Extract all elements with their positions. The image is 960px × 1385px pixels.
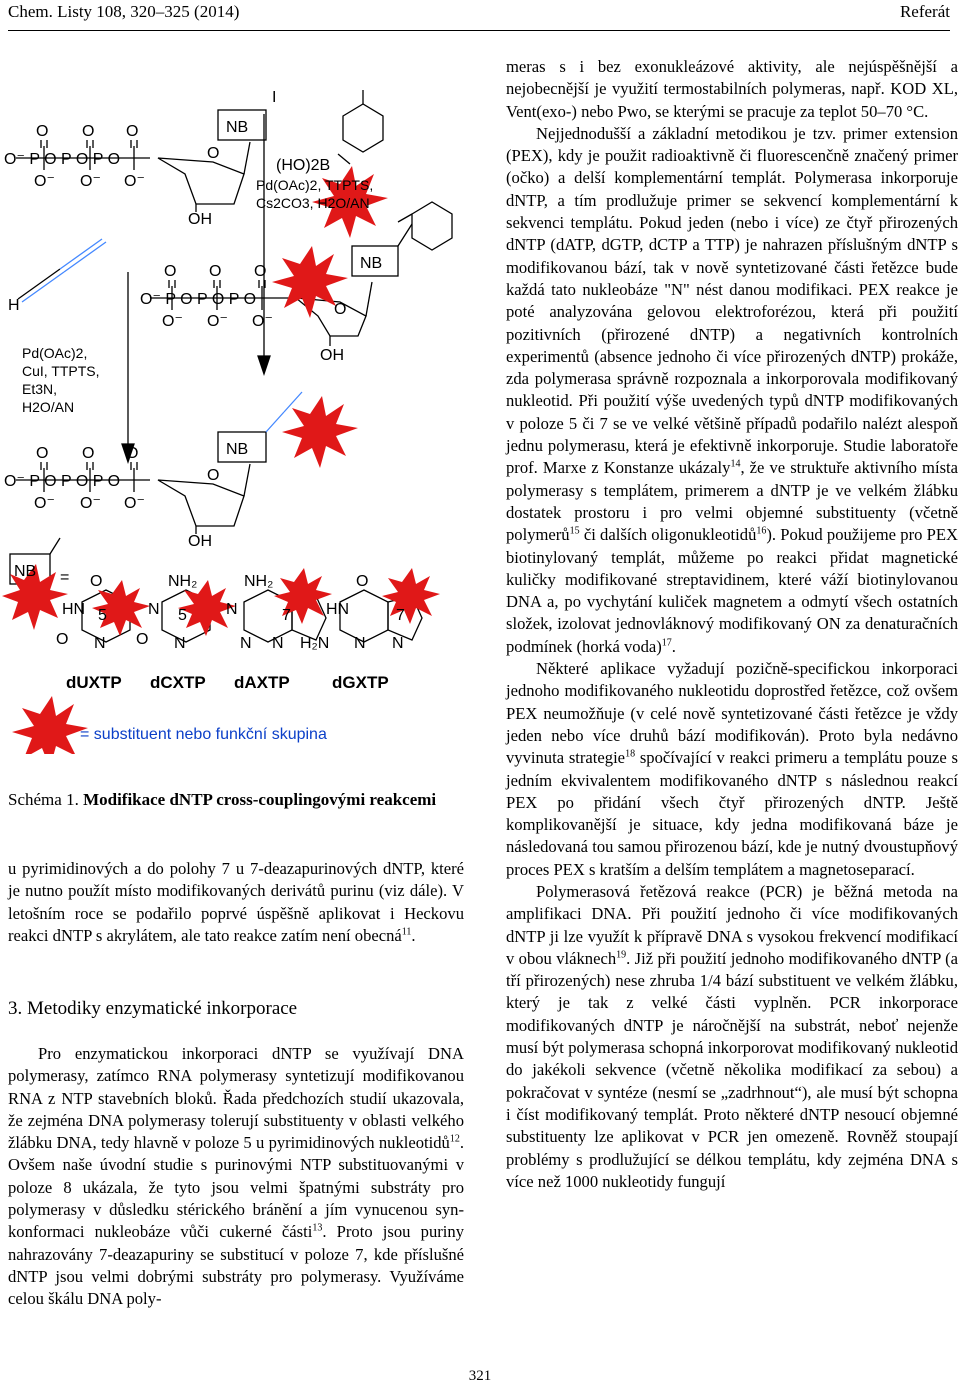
svg-text:OH: OH — [320, 347, 344, 364]
left-column-bottom — [8, 1043, 464, 1311]
svg-text:OH: OH — [188, 211, 212, 228]
text-run: Polymerasová řetězová reakce (PCR) je běžná metoda na amplifikaci DNA. Při použití jednoho či více modifikovaných dNTP ji lze využít k přípravě DNA s vysokou frekvencí modifikací v obou vláknech — [506, 881, 958, 968]
paragraph — [506, 123, 958, 658]
nb-label-bottom: NB — [226, 441, 249, 458]
svg-text:O: O — [36, 123, 49, 140]
svg-text:N: N — [272, 635, 284, 652]
svg-text:O⁻: O⁻ — [124, 173, 145, 190]
text-run: ). Pokud použijeme pro PEX biotinylovaný templát, můžeme po reakci přidat magnetické kuličky modifikované streptavidinem, které váží biotinylovanou DNA a, po vychytání kuliček magnetem a odmytí všech ostatních složek, izolovat jednovláknový modifikovaný ON za denaturačních podmínek (horká voda) — [506, 525, 958, 656]
svg-text:O: O — [356, 573, 369, 590]
svg-text:HN: HN — [62, 601, 86, 618]
text-run: , že ve struktuře aktivního místa polymerasy s templátem, primerem a dNTP je ve velkém žlábku dostatek prostoru i pro velmi objemné substituenty (včetně polymerů — [506, 458, 958, 545]
text-run: Některé aplikace vyžadují pozičně-specifickou inkorporaci jednoho modifikovaného nukleotidu doprostřed řetězce, což ovšem PEX neumožňuje (v celé nově syntetizované části řetězce je vždy jeden nebo více druhů bází modifikován). Proto byla nedávno vyvinuta strategie — [506, 659, 958, 768]
svg-text:5: 5 — [98, 607, 107, 624]
header-rule — [8, 30, 950, 31]
svg-text:NH₂: NH₂ — [168, 573, 198, 590]
text-run: . Již při použití jednoho modifikovaného dNTP (a tří přirozených) nese zhruba 1/4 bází substituent ve velkém žlábku, který je tak z velké části vyplněn. PCR inkorporace modifikovaných dNTP je náročnější na substrát, neboť nejenže musí být polymerasa schopná inkorporovat modifikovaný nukleotid do jakékoli sekvence (včetně několika modifikací za sebou) a pokračovat v syntéze (nesmí se „zadrhnout“), ale musí být schopna i číst modifikovaný templát. Proto některé dNTP nesoucí objemné substituenty lze aplikovat v PCR jen omezeně. Rovněž stoupají problémy s prodlužující se délkou templátu, kdy zejména DNA s více než 1000 nukleotidy fungují — [506, 948, 958, 1191]
ref-11: 11 — [401, 926, 412, 938]
reagent-top-2: Cs2CO3, H2O/AN — [256, 195, 370, 211]
caption-title: Modifikace dNTP cross-couplingovými reakcemi — [83, 790, 437, 809]
svg-text:O: O — [164, 263, 177, 280]
svg-text:N: N — [226, 601, 238, 618]
reagent-left-3: Et3N, — [22, 381, 58, 397]
svg-text:N: N — [148, 601, 160, 618]
reagent-left-4: H2O/AN — [22, 399, 75, 415]
svg-text:O: O — [207, 467, 220, 484]
journal-header: Chem. Listy 108, 320–325 (2014) — [8, 2, 240, 21]
reagent-left-2: CuI, TTPTS, — [22, 363, 100, 379]
text-run: Pro enzymatickou inkorporaci dNTP se využívají DNA polymerasy, zatímco RNA polymerasy syntetizují modifikovanou RNA z NTP stavebních bloků. Řada předchozích studií ukazovala, že zejména DNA polymerasy tolerují substituenty v oblasti velkého žlábku DNA, tedy hlavně v poloze 5 u pyrimidinových nukleotidů — [8, 1044, 464, 1153]
svg-text:H₂N: H₂N — [300, 635, 330, 652]
svg-text:N: N — [94, 635, 106, 652]
svg-text:7: 7 — [396, 607, 405, 624]
paragraph — [506, 658, 958, 881]
svg-text:O⁻ P O P O P O: O⁻ P O P O P O — [140, 291, 257, 308]
svg-text:5: 5 — [178, 607, 187, 624]
svg-text:O: O — [56, 631, 69, 648]
svg-text:OH: OH — [188, 533, 212, 550]
boronic-label: (HO)2B — [276, 157, 331, 174]
svg-text:O: O — [82, 123, 95, 140]
svg-text:N: N — [174, 635, 186, 652]
reference-mark: 17 — [661, 637, 672, 649]
text-run: Nejjednodušší a základní metodikou je tzv. primer extension (PEX), kdy je použit radioaktivně či fluorescenčně značený primer (očko) a delší komplementární templát. Polymerasa inkorporuje dNTP, a tím prodlužuje primer se sekvencí komplementární k sekvenci templátu. Pokud jeden (nebo i více) ze čtyř přirozených dNTP (dATP, dGTP, dCTP a TTP) je nahrazen příslušným dNTP s modifikovanou bází, tak v nově syntetizované části řetězce bude každá tato nukleobáze "N" nést danou modifikaci. PEX reakce je poté analyzována gelovou elektroforézou, která při použití pozitivních (přirozené dNTP) a negativních kontrolních experimentů (absence jednoho či více přirozených dNTP) prokáže, zda polymerasa správně rozpoznala a inkorporovala modifikovaný nukleotid. Při použití výše uvedených typů dNTP modifikovaných v poloze 5 či 7 se ve velké většině případů podařilo nalézt alespoň jednu polymerasu, která je efektivně inkorporuje. Studie laboratoře prof. Marxe z Konstanze ukázaly — [506, 123, 958, 478]
svg-text:O: O — [90, 573, 103, 590]
text-run: spočívající v reakci primeru a templátu pouze s jedním ekvivalentem modifikovaného dNTP s následnou reakcí PEX po přidání všech čtyř přirozených dNTP. Ještě komplikovanější je situace, kdy jedna modifikovaná báze je následovaná tou samou přirozenou bází, kde je nutný dvoustupňový proces PEX s kratším a delším templátem a magnetoseparací. — [506, 748, 958, 879]
scheme-caption — [8, 790, 468, 810]
svg-text:O⁻: O⁻ — [207, 313, 228, 330]
svg-text:O⁻: O⁻ — [34, 173, 55, 190]
nb-label-mid: NB — [360, 255, 383, 272]
text-run: či dalších oligonukleotidů — [579, 525, 757, 545]
reference-mark: 16 — [756, 525, 767, 537]
label-dUXTP: dUXTP — [66, 673, 122, 692]
svg-text:O⁻: O⁻ — [80, 495, 101, 512]
label-dGXTP: dGXTP — [332, 673, 389, 692]
caption-prefix: Schéma 1. — [8, 790, 79, 809]
label-dCXTP: dCXTP — [150, 673, 206, 692]
iodo-label: I — [272, 89, 277, 106]
nb-label-top: NB — [226, 119, 249, 136]
svg-text:O: O — [334, 301, 347, 318]
svg-text:O: O — [209, 263, 222, 280]
svg-text:7: 7 — [282, 607, 291, 624]
svg-text:O: O — [36, 445, 49, 462]
reference-mark: 14 — [730, 458, 741, 470]
paragraph — [506, 881, 958, 1193]
svg-text:=: = — [60, 569, 70, 586]
svg-text:O: O — [82, 445, 95, 462]
svg-text:O⁻: O⁻ — [80, 173, 101, 190]
svg-text:O: O — [136, 631, 149, 648]
svg-text:O⁻: O⁻ — [162, 313, 183, 330]
svg-text:O: O — [126, 123, 139, 140]
reference-mark: 15 — [569, 525, 580, 537]
svg-text:H: H — [8, 297, 20, 314]
reference-mark: 19 — [616, 949, 627, 961]
svg-text:O: O — [254, 263, 267, 280]
section-header: Referát — [899, 2, 950, 21]
legend-text: = substituent nebo funkční skupina — [80, 726, 327, 743]
text-run: meras s i bez exonukleázové aktivity, ale nejúspěšnější a nejobecnější je využití termostabilních polymeras, např. KOD XL, Vent(exo-) nebo Pwo, se kterými se pracuje za teplot 50–70 °C. — [506, 57, 958, 121]
nb-label-key: NB — [14, 563, 37, 580]
label-dAXTP: dAXTP — [234, 673, 290, 692]
svg-text:O⁻ P O P O P O: O⁻ P O P O P O — [4, 151, 121, 168]
svg-text:O⁻: O⁻ — [252, 313, 273, 330]
text-run: . Proto jsou puriny nahrazovány 7-deazapuriny se substitucí v poloze 7, kde příslušné dNTP jsou velmi dobrými substráty pro polymerasy. Využíváme celou škálu DNA poly- — [8, 1222, 464, 1309]
reference-mark: 12 — [449, 1133, 460, 1145]
right-column — [506, 56, 958, 1193]
page-number: 321 — [468, 1368, 492, 1384]
reference-mark: 13 — [312, 1222, 323, 1234]
reaction-scheme — [0, 34, 480, 754]
text-run: . — [671, 636, 676, 656]
svg-text:N: N — [354, 635, 366, 652]
svg-text:O⁻ P O P O P O: O⁻ P O P O P O — [4, 473, 121, 490]
paragraph — [506, 56, 958, 123]
svg-text:HN: HN — [326, 601, 350, 618]
svg-text:O: O — [207, 145, 220, 162]
section-heading: 3. Metodiky enzymatické inkorporace — [8, 998, 298, 1019]
svg-text:O: O — [126, 445, 139, 462]
reagent-left-1: Pd(OAc)2, — [22, 345, 88, 361]
reagent-top-1: Pd(OAc)2, TTPTS, — [256, 177, 374, 193]
svg-text:N: N — [392, 635, 404, 652]
svg-text:NH₂: NH₂ — [244, 573, 274, 590]
svg-text:O⁻: O⁻ — [34, 495, 55, 512]
left-column-top: u pyrimidinových a do polohy 7 u 7-deazapurinových dNTP, které je nutno použít místo modifikovaných derivátů purinu (viz dále). V letošním roce se podařilo poprvé úspěšně aplikovat i Heckovu reakci dNTP s akrylátem, ale tato reakce zatím není obecná$^{11}$. — [8, 859, 464, 945]
svg-text:O⁻: O⁻ — [124, 495, 145, 512]
text-run: . Ovšem naše úvodní studie s purinovými NTP substituovanými v poloze 8 ukázala, že tyto jsou velmi špatnými substráty pro polymerasy v důsledku stérického bránění a jím vynucenou syn-konformaci nukleobáze vůči cukerné části — [8, 1133, 464, 1242]
reference-mark: 18 — [625, 748, 636, 760]
svg-text:N: N — [240, 635, 252, 652]
left-text-1: u pyrimidinových a do polohy 7 u 7-deazapurinových dNTP, které je nutno použít místo modifikovaných derivátů purinu (viz dále). V letošním roce se podařilo poprvé úspěšně aplikovat i Heckovu reakci dNTP s akrylátem, ale tato reakce zatím není obecná — [8, 859, 464, 945]
